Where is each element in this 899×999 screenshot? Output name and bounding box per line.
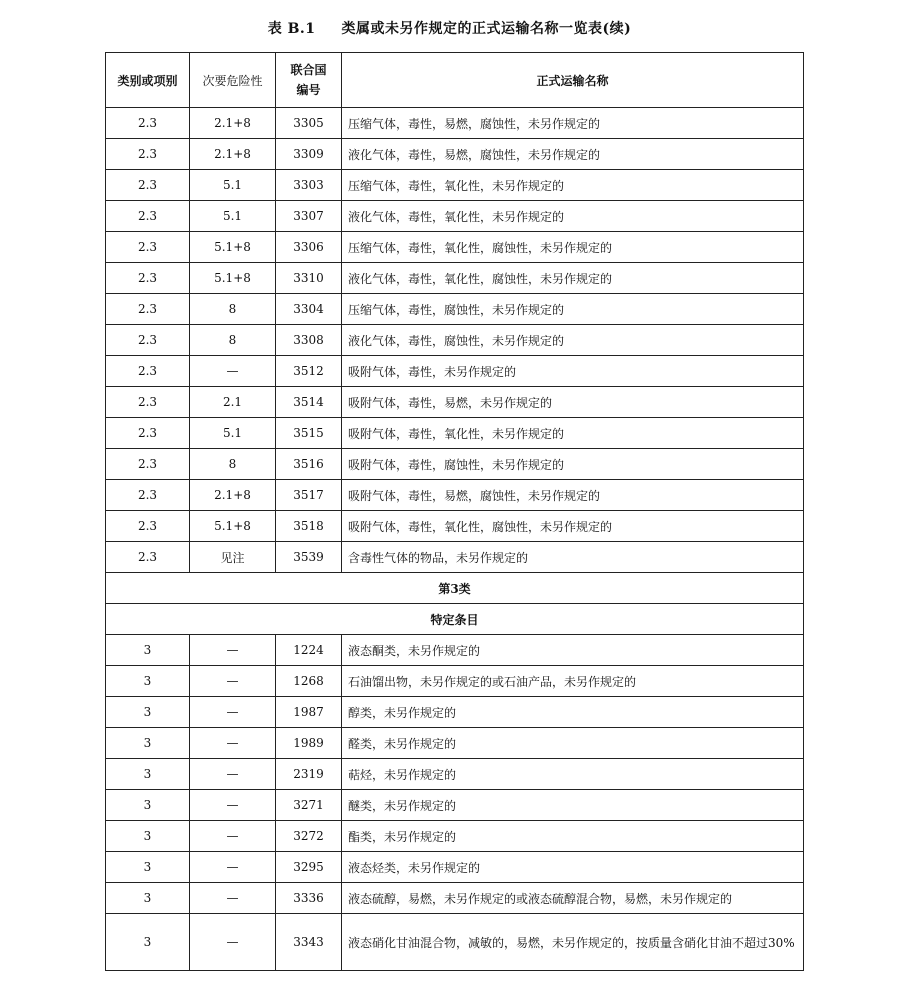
section-row (106, 573, 804, 604)
table-row (106, 356, 804, 387)
table-row (106, 294, 804, 325)
subsidiary-cell: — (190, 914, 276, 971)
table-row (106, 325, 804, 356)
class-cell: 2.3 (106, 511, 190, 542)
class-cell: 3 (106, 914, 190, 971)
table-row (106, 635, 804, 666)
class-cell: 3 (106, 759, 190, 790)
class-2-3-rows (106, 108, 804, 573)
un-number-cell: 3308 (276, 325, 342, 356)
shipping-name-cell: 液态硫醇，易燃，未另作规定的或液态硫醇混合物，易燃，未另作规定的 (342, 883, 804, 914)
subsidiary-cell: — (190, 821, 276, 852)
table-row (106, 449, 804, 480)
table-row (106, 201, 804, 232)
table-row (106, 418, 804, 449)
un-number-cell: 3295 (276, 852, 342, 883)
subsidiary-cell: — (190, 883, 276, 914)
subsidiary-cell: 5.1+8 (190, 511, 276, 542)
un-number-cell: 3512 (276, 356, 342, 387)
subsidiary-cell: 2.1+8 (190, 139, 276, 170)
un-number-cell: 3517 (276, 480, 342, 511)
table-row (106, 139, 804, 170)
subsidiary-cell: 5.1+8 (190, 263, 276, 294)
shipping-name-cell: 石油馏出物，未另作规定的或石油产品，未另作规定的 (342, 666, 804, 697)
un-number-cell: 1989 (276, 728, 342, 759)
subsidiary-cell: 2.1+8 (190, 480, 276, 511)
un-number-cell: 3305 (276, 108, 342, 139)
un-number-cell: 3518 (276, 511, 342, 542)
shipping-name-cell: 吸附气体，毒性，氧化性，未另作规定的 (342, 418, 804, 449)
class-cell: 2.3 (106, 325, 190, 356)
table-row (106, 232, 804, 263)
class-3-rows (106, 635, 804, 971)
un-number-cell: 1268 (276, 666, 342, 697)
header-class: 类别或项别 (106, 53, 190, 108)
shipping-name-cell: 吸附气体，毒性，氧化性，腐蚀性，未另作规定的 (342, 511, 804, 542)
shipping-name-cell: 吸附气体，毒性，未另作规定的 (342, 356, 804, 387)
class-cell: 3 (106, 635, 190, 666)
shipping-name-cell: 压缩气体，毒性，腐蚀性，未另作规定的 (342, 294, 804, 325)
shipping-name-cell: 压缩气体，毒性，氧化性，腐蚀性，未另作规定的 (342, 232, 804, 263)
table-row (106, 480, 804, 511)
shipping-name-cell: 醛类，未另作规定的 (342, 728, 804, 759)
un-number-cell: 1987 (276, 697, 342, 728)
shipping-name-cell: 萜烃，未另作规定的 (342, 759, 804, 790)
section-specific-entries: 特定条目 (106, 604, 804, 635)
table-row (106, 697, 804, 728)
subsidiary-cell: 5.1 (190, 201, 276, 232)
table-row (106, 790, 804, 821)
header-subsidiary: 次要危险性 (190, 53, 276, 108)
class-cell: 2.3 (106, 418, 190, 449)
table-row (106, 883, 804, 914)
header-un-line1: 联合国 (290, 63, 327, 77)
subsidiary-cell: 2.1+8 (190, 108, 276, 139)
subsidiary-cell: 见注 (190, 542, 276, 573)
section-headers (106, 573, 804, 635)
class-cell: 2.3 (106, 232, 190, 263)
shipping-name-cell: 吸附气体，毒性，易燃，腐蚀性，未另作规定的 (342, 480, 804, 511)
table-row (106, 170, 804, 201)
shipping-name-cell: 液态硝化甘油混合物，减敏的，易燃，未另作规定的，按质量含硝化甘油不超过30% (342, 914, 804, 971)
shipping-name-cell: 液化气体，毒性，腐蚀性，未另作规定的 (342, 325, 804, 356)
shipping-name-cell: 吸附气体，毒性，易燃，未另作规定的 (342, 387, 804, 418)
un-number-cell: 2319 (276, 759, 342, 790)
table-row (106, 263, 804, 294)
header-shipping-name: 正式运输名称 (342, 53, 804, 108)
subsidiary-cell: — (190, 635, 276, 666)
un-number-cell: 3304 (276, 294, 342, 325)
section-class-3: 第3类 (106, 573, 804, 604)
class-cell: 2.3 (106, 294, 190, 325)
un-number-cell: 3516 (276, 449, 342, 480)
shipping-name-cell: 液态烃类，未另作规定的 (342, 852, 804, 883)
table-row (106, 728, 804, 759)
subsidiary-cell: 2.1 (190, 387, 276, 418)
subsidiary-cell: 8 (190, 325, 276, 356)
class-cell: 2.3 (106, 201, 190, 232)
table-row (106, 914, 804, 971)
subsidiary-cell: — (190, 852, 276, 883)
shipping-name-cell: 酯类，未另作规定的 (342, 821, 804, 852)
un-number-cell: 3514 (276, 387, 342, 418)
un-number-cell: 3309 (276, 139, 342, 170)
subsidiary-cell: 8 (190, 449, 276, 480)
shipping-name-cell: 压缩气体，毒性，氧化性，未另作规定的 (342, 170, 804, 201)
un-number-cell: 3306 (276, 232, 342, 263)
un-number-cell: 1224 (276, 635, 342, 666)
table-title (0, 18, 899, 38)
table-row (106, 511, 804, 542)
class-cell: 2.3 (106, 449, 190, 480)
table-row (106, 821, 804, 852)
class-cell: 2.3 (106, 480, 190, 511)
shipping-names-table (105, 52, 804, 971)
subsidiary-cell: 5.1+8 (190, 232, 276, 263)
table-row (106, 387, 804, 418)
class-cell: 3 (106, 666, 190, 697)
class-cell: 2.3 (106, 356, 190, 387)
header-row (106, 53, 804, 108)
un-number-cell: 3272 (276, 821, 342, 852)
class-cell: 2.3 (106, 387, 190, 418)
table-number: 表 B.1 (267, 21, 316, 37)
class-cell: 3 (106, 852, 190, 883)
subsidiary-cell: — (190, 697, 276, 728)
shipping-name-cell: 液态酮类，未另作规定的 (342, 635, 804, 666)
class-cell: 3 (106, 697, 190, 728)
table-row (106, 666, 804, 697)
un-number-cell: 3343 (276, 914, 342, 971)
header-un-number (276, 53, 342, 108)
subsidiary-cell: 5.1 (190, 170, 276, 201)
un-number-cell: 3271 (276, 790, 342, 821)
un-number-cell: 3539 (276, 542, 342, 573)
class-cell: 2.3 (106, 542, 190, 573)
class-cell: 2.3 (106, 263, 190, 294)
shipping-name-cell: 吸附气体，毒性，腐蚀性，未另作规定的 (342, 449, 804, 480)
shipping-name-cell: 醚类，未另作规定的 (342, 790, 804, 821)
subsidiary-cell: — (190, 728, 276, 759)
class-cell: 3 (106, 821, 190, 852)
shipping-name-cell: 液化气体，毒性，易燃，腐蚀性，未另作规定的 (342, 139, 804, 170)
table-row (106, 759, 804, 790)
class-cell: 2.3 (106, 170, 190, 201)
un-number-cell: 3307 (276, 201, 342, 232)
subsidiary-cell: 8 (190, 294, 276, 325)
un-number-cell: 3515 (276, 418, 342, 449)
shipping-name-cell: 液化气体，毒性，氧化性，未另作规定的 (342, 201, 804, 232)
class-cell: 3 (106, 790, 190, 821)
header-un-line2: 编号 (296, 83, 321, 97)
class-cell: 2.3 (106, 139, 190, 170)
shipping-name-cell: 含毒性气体的物品，未另作规定的 (342, 542, 804, 573)
section-row (106, 604, 804, 635)
un-number-cell: 3303 (276, 170, 342, 201)
subsidiary-cell: — (190, 790, 276, 821)
table-caption: 类属或未另作规定的正式运输名称一览表(续) (341, 21, 632, 37)
class-cell: 3 (106, 883, 190, 914)
table-row (106, 542, 804, 573)
table-row (106, 108, 804, 139)
table-row (106, 852, 804, 883)
shipping-name-cell: 压缩气体，毒性，易燃，腐蚀性，未另作规定的 (342, 108, 804, 139)
class-cell: 3 (106, 728, 190, 759)
subsidiary-cell: 5.1 (190, 418, 276, 449)
un-number-cell: 3336 (276, 883, 342, 914)
subsidiary-cell: — (190, 356, 276, 387)
un-number-cell: 3310 (276, 263, 342, 294)
class-cell: 2.3 (106, 108, 190, 139)
subsidiary-cell: — (190, 666, 276, 697)
shipping-name-cell: 醇类，未另作规定的 (342, 697, 804, 728)
subsidiary-cell: — (190, 759, 276, 790)
shipping-name-cell: 液化气体，毒性，氧化性，腐蚀性，未另作规定的 (342, 263, 804, 294)
